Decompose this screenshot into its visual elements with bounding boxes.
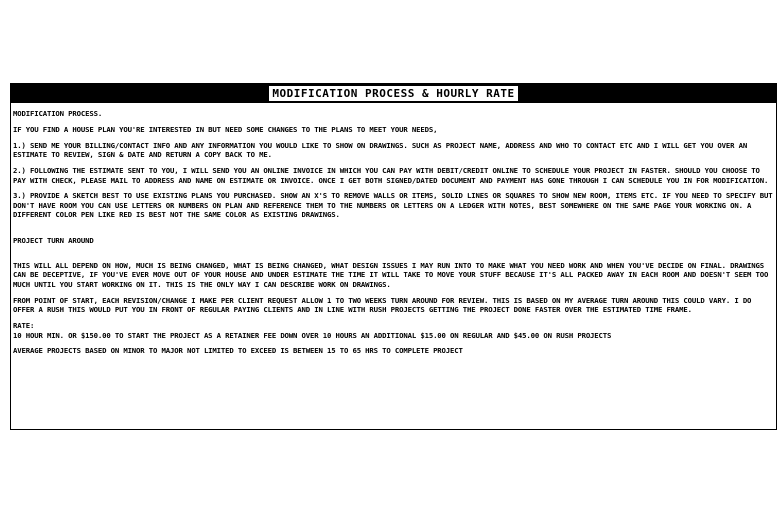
- average-projects-text: AVERAGE PROJECTS BASED ON MINOR TO MAJOR NOT LIMITED TO EXCEED IS BETWEEN 15 TO 65 HRS TO COMPLETE PROJECT: [13, 346, 463, 356]
- turnaround-paragraph-2: FROM POINT OF START, EACH REVISION/CHANGE I MAKE PER CLIENT REQUEST ALLOW 1 TO TWO WEEKS TURN AROUND FOR REVIEW. THIS IS BASED ON MY AVERAGE TURN AROUND THIS COULD VARY. I DO OFFER A RUSH THIS WOULD PUT YOU IN FRONT OF REGULAR PAYING CLIENTS AND IN LINE WITH RUSH PROJECTS GETTING THE PROJECT DONE FASTER OVER THE ESTIMATED TIME FRAME.: [13, 295, 752, 315]
- turnaround-heading: PROJECT TURN AROUND: [13, 235, 94, 245]
- step-2-paragraph: 2.) FOLLOWING THE ESTIMATE SENT TO YOU, I WILL SEND YOU AN ONLINE INVOICE IN WHICH YOU CAN PAY WITH DEBIT/CREDIT ONLINE TO SCHEDULE YOUR PROJECT IN FASTER. SHOULD YOU CHOOSE TO PAY WITH CHECK, PLEASE MAIL TO ADDRESS AND NAME ON ESTIMATE OR INVOICE. ONCE I GET BOTH SIGNED/DATED DOCUMENT AND PAYMENT HAS GONE THROUGH I CAN SCHEDULE YOU IN FOR MODIFICATION.: [13, 166, 769, 185]
- process-heading: MODIFICATION PROCESS.: [13, 109, 103, 118]
- step-3-paragraph: 3.) PROVIDE A SKETCH BEST TO USE EXISTING PLANS YOU PURCHASED. SHOW AN X'S TO REMOVE WALLS OR ITEMS, SOLID LINES OR SQUARES TO SHOW NEW ROOM, ITEMS ETC. IF YOU NEED TO SPECIFY BUT DON'T HAVE ROOM YOU CAN USE LETTERS OR NUMBERS ON PLAN AND REFERENCE THEM TO THE NUMBERS OR LETTERS ON A LEDGER WITH NOTES, BEST SOMEWHERE ON THE SAME PAGE YOUR WORKING ON. A DIFFERENT COLOR PEN LIKE RED IS BEST NOT THE SAME COLOR AS EXISTING DRAWINGS.: [13, 191, 773, 220]
- title-bar: [11, 84, 776, 103]
- rate-text: 10 HOUR MIN. OR $150.00 TO START THE PROJECT AS A RETAINER FEE DOWN OVER 10 HOURS AN ADDITIONAL $15.00 ON REGULAR AND $45.00 ON RUSH PROJECTS: [13, 330, 612, 340]
- step-1-paragraph: 1.) SEND ME YOUR BILLING/CONTACT INFO AND ANY INFORMATION YOU WOULD LIKE TO SHOW ON DRAWINGS. SUCH AS PROJECT NAME, ADDRESS AND WHO TO CONTACT ETC AND I WILL GET YOU OVER AN ESTIMATE TO REVIEW, SIGN & DATE AND RETURN A COPY BACK TO ME.: [13, 140, 748, 160]
- document-title: MODIFICATION PROCESS & HOURLY RATE: [268, 85, 518, 102]
- turnaround-paragraph-1: THIS WILL ALL DEPEND ON HOW, MUCH IS BEING CHANGED, WHAT IS BEING CHANGED, WHAT DESIGN ISSUES I MAY RUN INTO TO MAKE WHAT YOU NEED WORK AND WHEN YOU'VE DECIDE ON FINAL. DRAWINGS CAN BE DECEPTIVE, IF YOU'VE EVER MOVE OUT OF YOUR HOUSE AND UNDER ESTIMATE THE TIME IT WILL TAKE TO MOVE YOUR STUFF BECAUSE IT'S ALL PACKED AWAY IN EACH ROOM AND DOESN'T SEEM TOO MUCH UNTIL YOU START WORKING ON IT. THIS IS THE ONLY WAY I CAN DESCRIBE WORK ON DRAWINGS.: [13, 261, 769, 289]
- modification-document: [10, 83, 777, 430]
- document-body: [11, 103, 776, 356]
- intro-paragraph: IF YOU FIND A HOUSE PLAN YOU'RE INTERESTED IN BUT NEED SOME CHANGES TO THE PLANS TO MEET YOUR NEEDS,: [13, 124, 438, 134]
- rate-heading: RATE:: [13, 321, 35, 331]
